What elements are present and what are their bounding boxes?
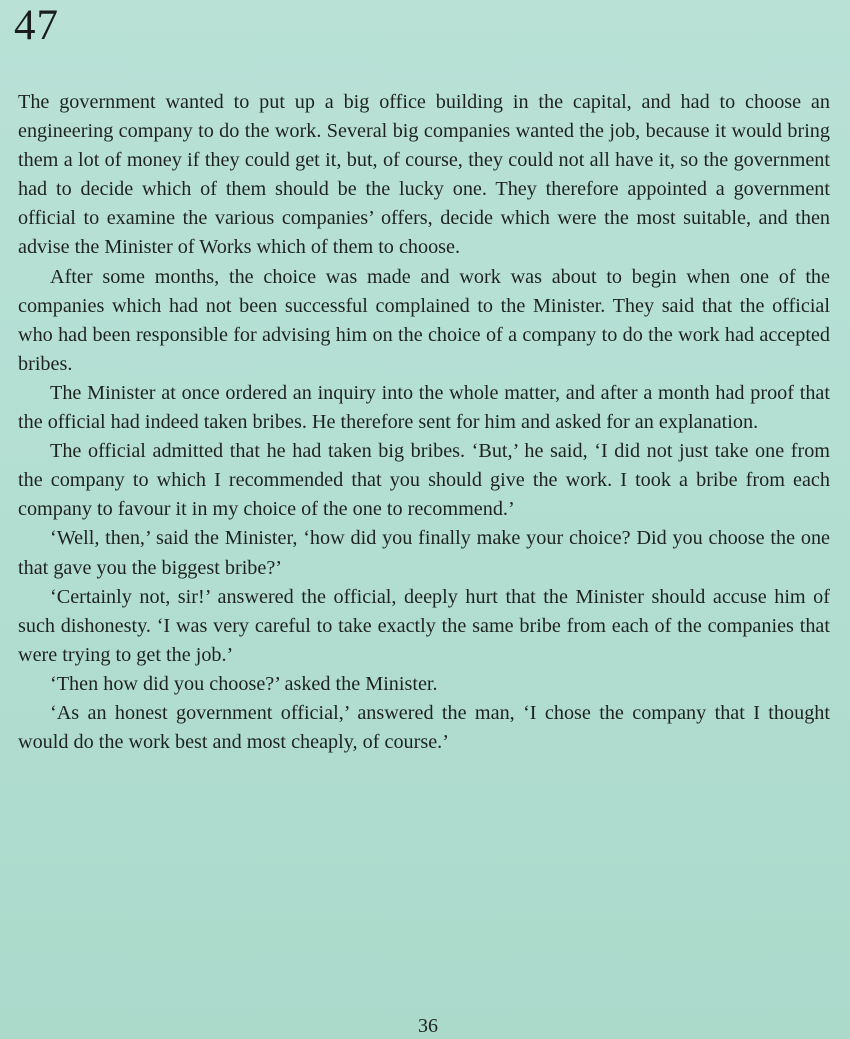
paragraph: ‘Then how did you choose?’ asked the Minister. [50, 672, 438, 695]
paragraph: After some months, the choice was made and work was about to begin when one of the companies which had not been successful complained to the Minister. They said that the official who had been responsible for advising him on the choice of a company to do the work had accepted bribes. [18, 265, 830, 375]
story-text [18, 88, 830, 757]
story-number: 47 [14, 2, 59, 49]
paragraph: The government wanted to put up a big office building in the capital, and had to choose an engineering company to do the work. Several big companies wanted the job, because it would bring them a lot of money if they could get it, but, of course, they could not all have it, so the government had to decide which of them should be the lucky one. They therefore appointed a government official to examine the various companies’ offers, decide which were the most suitable, and then advise the Minister of Works which of them to choose. [18, 91, 830, 259]
paragraph: ‘Well, then,’ said the Minister, ‘how did you finally make your choice? Did you choose the one that gave you the biggest bribe?’ [18, 527, 830, 579]
page-folio: 36 [418, 1015, 438, 1037]
paragraph: ‘Certainly not, sir!’ answered the official, deeply hurt that the Minister should accuse him of such dishonesty. ‘I was very careful to take exactly the same bribe from each of the companies that were trying to get the job.’ [18, 585, 830, 666]
paragraph: ‘As an honest government official,’ answered the man, ‘I chose the company that I thought would do the work best and most cheaply, of course.’ [18, 701, 830, 754]
paragraph: The official admitted that he had taken big bribes. ‘But,’ he said, ‘I did not just take one from the company to which I recommended that you should give the work. I took a bribe from each company to favour it in my choice of the one to recommend.’ [18, 440, 830, 521]
paragraph: The Minister at once ordered an inquiry into the whole matter, and after a month had proof that the official had indeed taken bribes. He therefore sent for him and asked for an explanation. [18, 381, 830, 434]
